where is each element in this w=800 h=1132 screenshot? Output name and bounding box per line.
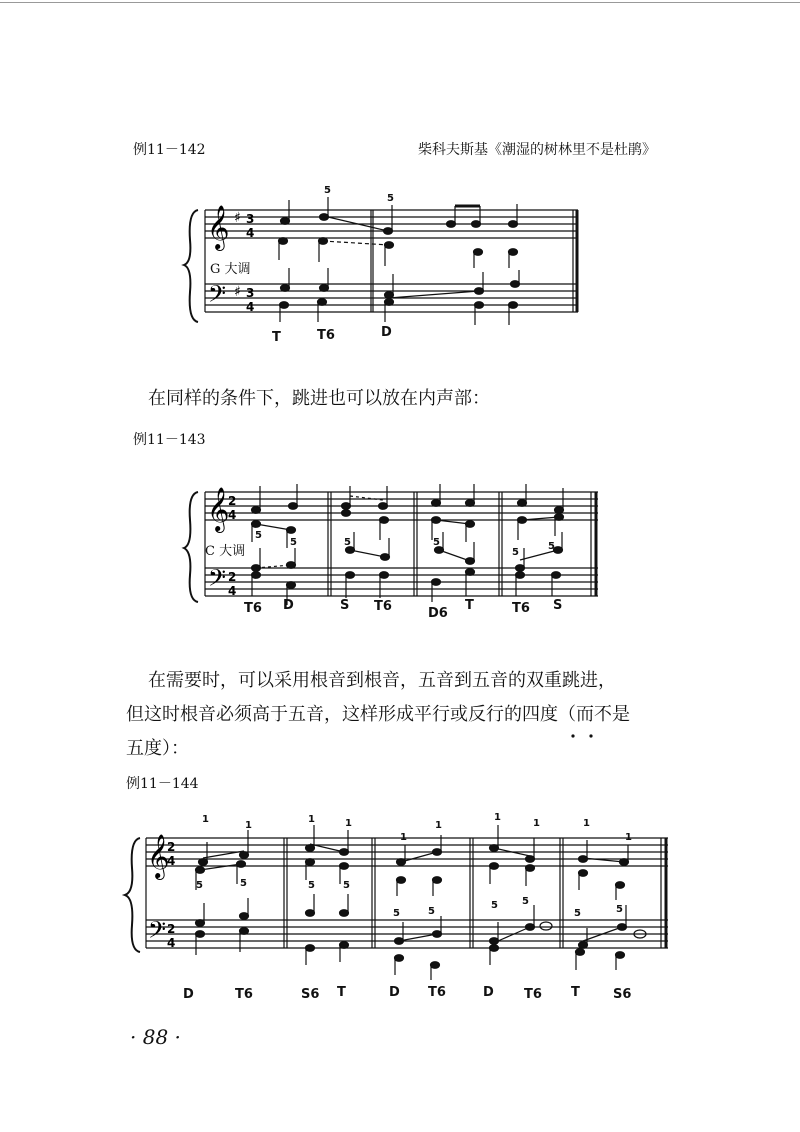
svg-text:5: 5	[343, 880, 350, 891]
svg-text:5: 5	[574, 908, 581, 919]
svg-text:𝄢: 𝄢	[148, 916, 167, 949]
function-label: T6	[235, 987, 253, 1002]
page-number-value: 88	[142, 1025, 169, 1049]
svg-text:2: 2	[167, 840, 176, 854]
svg-text:5: 5	[240, 878, 247, 889]
svg-text:5: 5	[433, 537, 440, 548]
function-label: T	[571, 985, 580, 1000]
svg-text:4: 4	[246, 226, 255, 240]
svg-text:5: 5	[512, 547, 519, 558]
svg-text:4: 4	[167, 854, 176, 868]
function-label: T6	[512, 601, 530, 616]
svg-text:1: 1	[625, 832, 632, 843]
function-label: T6	[428, 985, 446, 1000]
svg-text:5: 5	[491, 900, 498, 911]
svg-text:1: 1	[583, 818, 590, 829]
svg-text:𝄞: 𝄞	[207, 487, 230, 531]
paragraph-line: 但这时根音必须高于五音，这样形成平行或反行的四度（而不是	[126, 704, 630, 725]
function-label: D	[283, 598, 294, 613]
function-label: T6	[244, 601, 262, 616]
svg-text:4: 4	[228, 508, 237, 522]
example-label: 例11－142	[133, 142, 206, 158]
svg-text:5: 5	[308, 880, 315, 891]
function-label: T	[337, 985, 346, 1000]
svg-text:5: 5	[522, 896, 529, 907]
svg-text:2: 2	[228, 494, 237, 508]
svg-text:5: 5	[255, 530, 262, 541]
key-label: G 大调	[210, 262, 251, 277]
emphasis-dots	[0, 727, 800, 747]
function-label: S6	[301, 987, 320, 1002]
svg-text:5: 5	[196, 880, 203, 891]
function-label: D	[381, 325, 392, 340]
paragraph-line: 在需要时，可以采用根音到根音，五音到五音的双重跳进，	[148, 670, 616, 691]
svg-text:𝄢: 𝄢	[208, 280, 227, 313]
svg-text:5: 5	[548, 541, 555, 552]
function-label: D6	[428, 606, 448, 621]
example-label: 例11－144	[126, 776, 199, 792]
function-label: T6	[524, 987, 542, 1002]
function-label: D	[389, 985, 400, 1000]
page-number: · 88 ·	[130, 1025, 181, 1049]
svg-text:5: 5	[344, 537, 351, 548]
svg-text:𝄢: 𝄢	[208, 564, 227, 597]
function-label: T6	[374, 599, 392, 614]
svg-text:1: 1	[245, 820, 252, 831]
svg-text:2: 2	[228, 570, 237, 584]
svg-text:1: 1	[400, 832, 407, 843]
function-label: T6	[317, 328, 335, 343]
svg-text:1: 1	[435, 820, 442, 831]
svg-text:𝄞: 𝄞	[147, 834, 170, 878]
svg-text:3: 3	[246, 286, 255, 300]
score-example-144	[0, 810, 800, 990]
svg-text:1: 1	[202, 814, 209, 825]
paragraph-line: 五度）：	[126, 738, 189, 759]
svg-text:1: 1	[308, 814, 315, 825]
function-label: D	[183, 987, 194, 1002]
svg-text:2: 2	[167, 922, 176, 936]
function-label: T	[272, 330, 281, 345]
function-label: S	[553, 598, 563, 613]
function-label: S6	[613, 987, 632, 1002]
score-example-143	[0, 460, 800, 640]
score-example-142	[0, 0, 800, 360]
svg-text:4: 4	[228, 584, 237, 598]
svg-text:𝄞: 𝄞	[207, 205, 230, 249]
example-title: 柴科夫斯基《潮湿的树林里不是杜鹃》	[418, 142, 656, 158]
svg-text:3: 3	[246, 212, 255, 226]
svg-text:1: 1	[494, 812, 501, 823]
function-label: T	[465, 598, 474, 613]
svg-text:♯: ♯	[234, 284, 241, 300]
paragraph: 在同样的条件下，跳进也可以放在内声部：	[148, 388, 490, 409]
svg-text:4: 4	[246, 300, 255, 314]
svg-text:5: 5	[393, 908, 400, 919]
svg-text:5: 5	[616, 904, 623, 915]
fingering: 5	[387, 193, 394, 204]
svg-text:♯: ♯	[234, 210, 241, 226]
function-label: S	[340, 598, 350, 613]
fingering: 5	[324, 185, 331, 196]
svg-text:4: 4	[167, 936, 176, 950]
key-label: C 大调	[205, 544, 246, 559]
svg-text:5: 5	[290, 537, 297, 548]
svg-text:1: 1	[533, 818, 540, 829]
example-label: 例11－143	[133, 432, 206, 448]
function-label: D	[483, 985, 494, 1000]
svg-text:5: 5	[428, 906, 435, 917]
svg-text:1: 1	[345, 818, 352, 829]
